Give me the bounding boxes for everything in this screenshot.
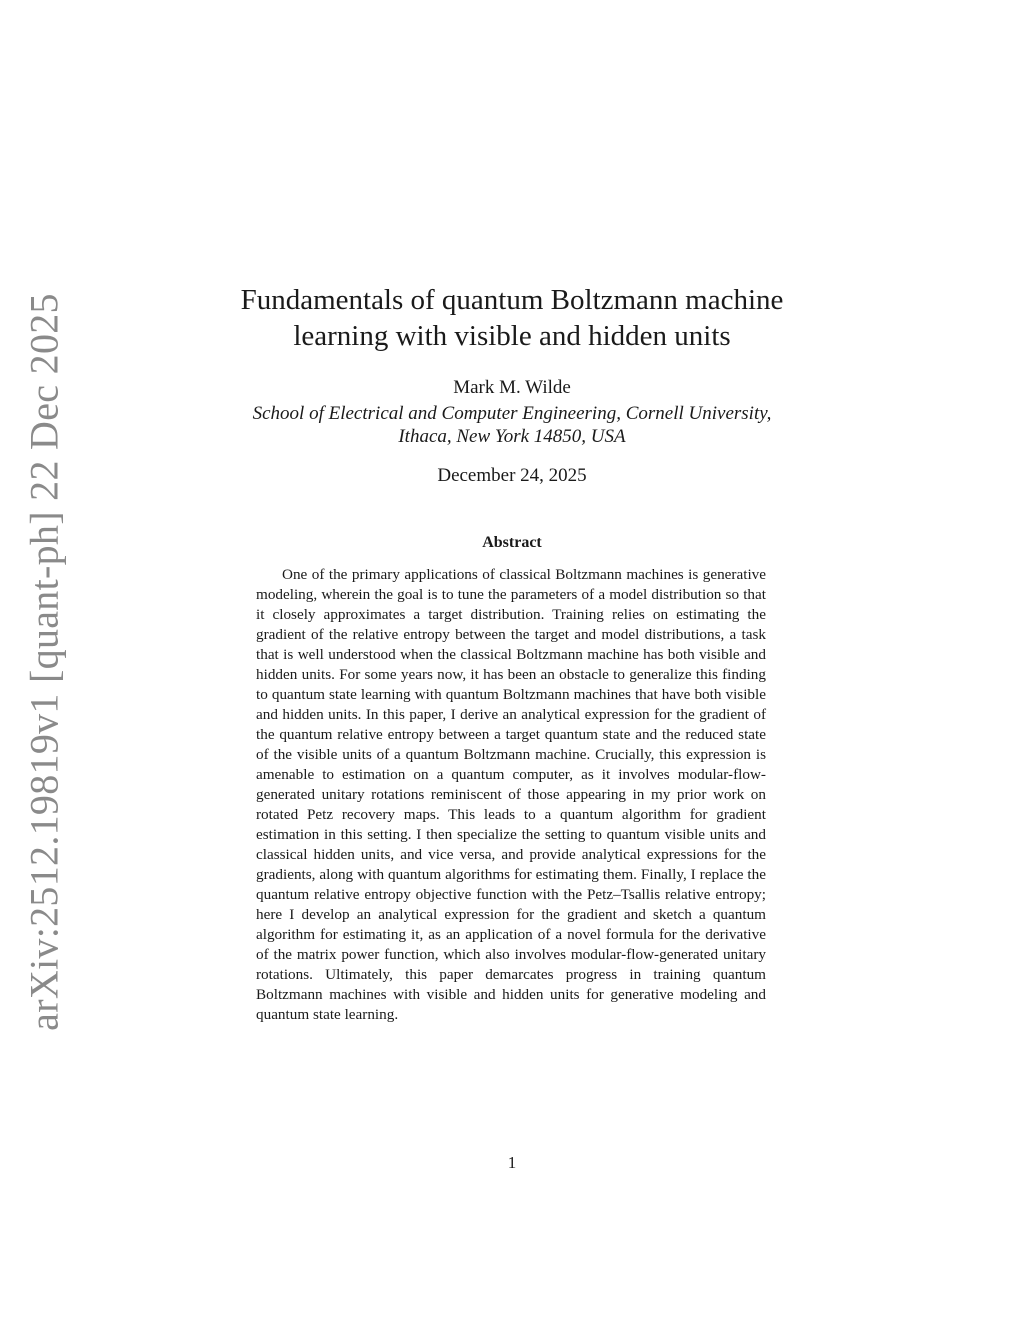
arxiv-identifier-stamp: arXiv:2512.19819v1 [quant-ph] 22 Dec 2025	[21, 293, 67, 1031]
publication-date: December 24, 2025	[437, 465, 587, 486]
paper-title	[0, 282, 1024, 354]
paper-title-line-1: Fundamentals of quantum Boltzmann machine	[240, 284, 784, 316]
abstract-heading: Abstract	[482, 534, 542, 551]
paper-title-line-2: learning with visible and hidden units	[293, 320, 731, 352]
author-name: Mark M. Wilde	[453, 377, 571, 398]
affiliation-line-2: Ithaca, New York 14850, USA	[398, 426, 626, 447]
abstract-text: One of the primary applications of classical Boltzmann machines is generative modeling, wherein the goal is to tune the parameters of a model distribution so that it closely approximates a target distribution. Training relies on estimating the gradient of the relative entropy between the target and model distributions, a task that is well understood when the classical Boltzmann machine has both visible and hidden units. For some years now, it has been an obstacle to generalize this finding to quantum state learning with quantum Boltzmann machines that have both visible and hidden units. In this paper, I derive an analytical expression for the gradient of the quantum relative entropy between a target quantum state and the reduced state of the visible units of a quantum Boltzmann machine. Crucially, this expression is amenable to estimation on a quantum computer, as it involves modular-flow-generated unitary rotations reminiscent of those appearing in my prior work on rotated Petz recovery maps. This leads to a quantum algorithm for gradient estimation in this setting. I then specialize the setting to quantum visible units and classical hidden units, and vice versa, and provide analytical expressions for the gradients, along with quantum algorithms for estimating them. Finally, I replace the quantum relative entropy objective function with the Petz–Tsallis relative entropy; here I develop an analytical expression for the gradient and sketch a quantum algorithm for estimating it, as an application of a novel formula for the derivative of the matrix power function, which also involves modular-flow-generated unitary rotations. Ultimately, this paper demarcates progress in training quantum Boltzmann machines with visible and hidden units for generative modeling and quantum state learning.	[256, 566, 766, 1023]
affiliation-line-1: School of Electrical and Computer Engineering, Cornell University,	[252, 403, 772, 424]
author-affiliation	[0, 402, 1024, 448]
page-number: 1	[507, 1153, 517, 1172]
